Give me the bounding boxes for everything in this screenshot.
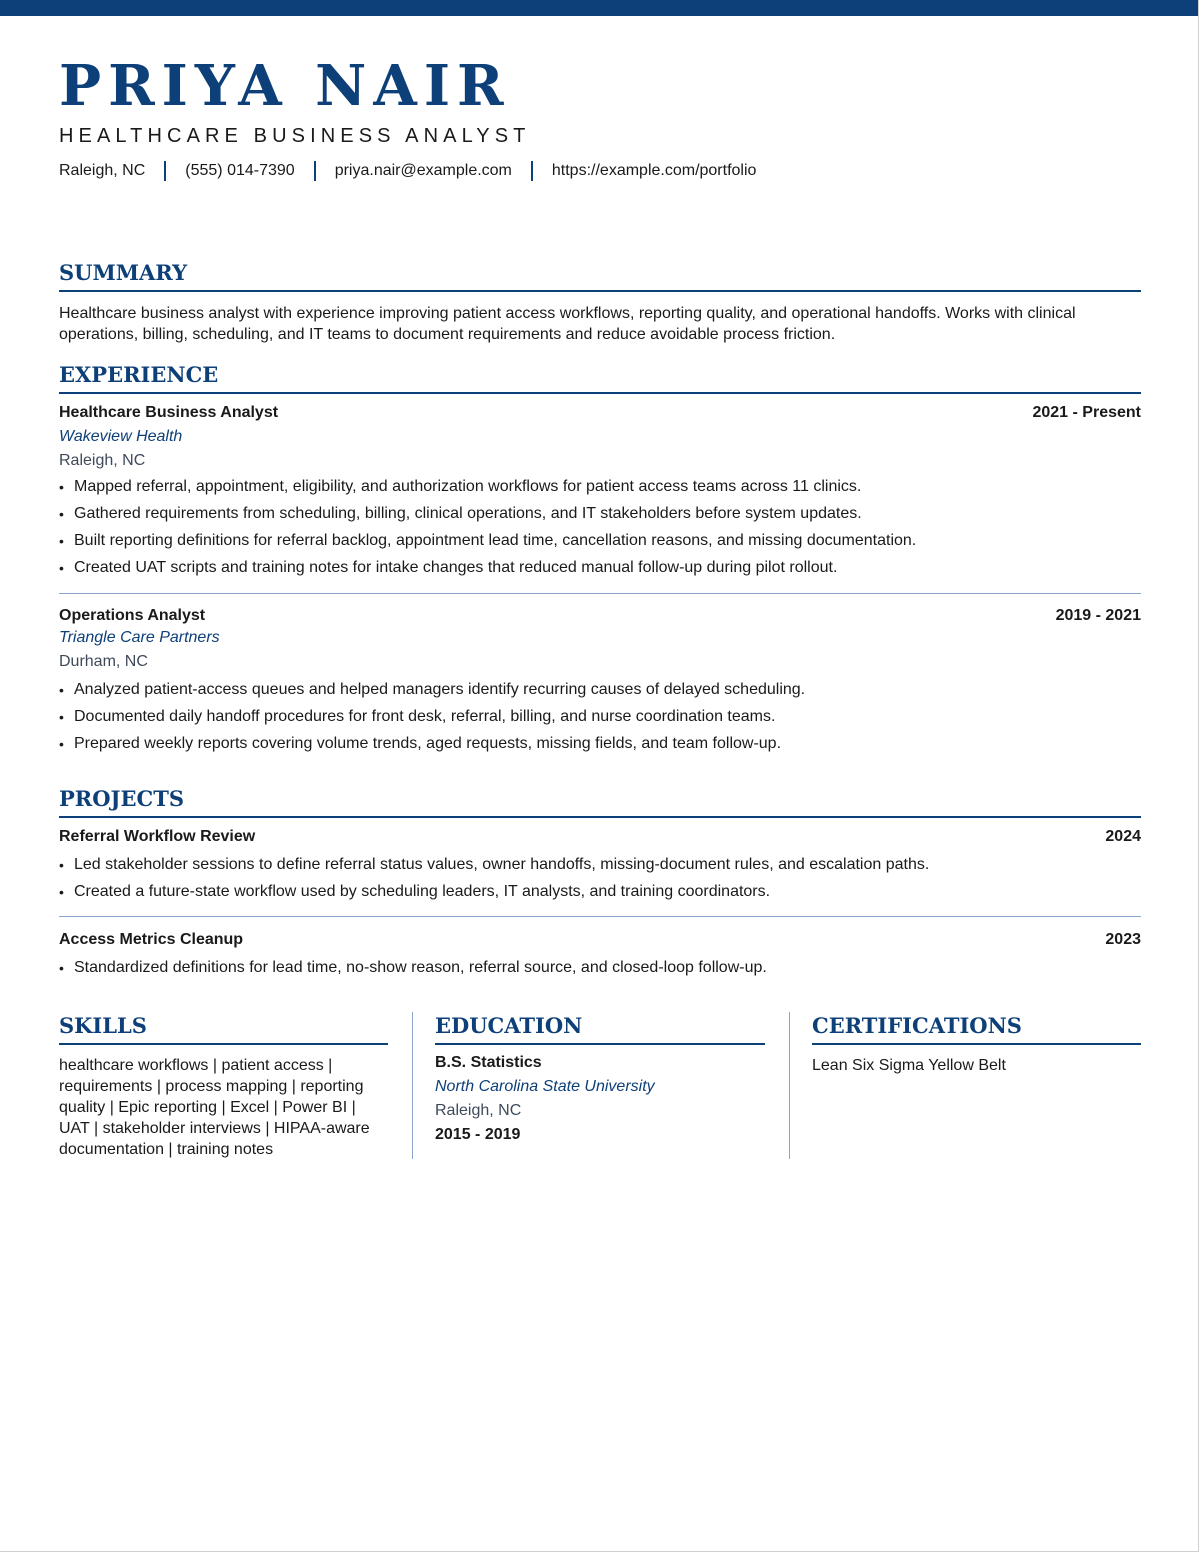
education-column bbox=[435, 1012, 765, 1147]
education-years: 2015 - 2019 bbox=[435, 1126, 521, 1143]
job-header bbox=[59, 402, 1141, 424]
education-school: North Carolina State University bbox=[435, 1078, 655, 1095]
summary-text: Healthcare business analyst with experience improving patient access workflows, reporting quality, and operational handoffs. Works with clinical operations, billing, scheduling, and IT teams to document requirements and reduce avoidable process friction. bbox=[59, 305, 1076, 343]
job-location: Durham, NC bbox=[59, 653, 148, 670]
contact-separator bbox=[314, 161, 316, 181]
column-divider bbox=[789, 1012, 790, 1159]
job-company: Wakeview Health bbox=[59, 428, 183, 445]
bullet-item: • Created a future-state workflow used by scheduling leaders, IT analysts, and training coordinators. bbox=[59, 881, 1141, 908]
bullet-item: • Standardized definitions for lead time, no-show reason, referral source, and closed-loop follow-up. bbox=[59, 957, 1141, 984]
skills-list: healthcare workflows | patient access | requirements | process mapping | reporting quality | Epic reporting | Excel | Power BI | UAT | stakeholder interviews | HIPAA-aware documentation | training notes bbox=[59, 1057, 370, 1158]
entry-divider bbox=[59, 593, 1141, 594]
project-header bbox=[59, 929, 1141, 951]
top-accent-bar bbox=[0, 0, 1198, 16]
entry-divider bbox=[59, 916, 1141, 917]
candidate-headline: HEALTHCARE BUSINESS ANALYST bbox=[59, 125, 531, 147]
contact-email[interactable]: priya.nair@example.com bbox=[334, 162, 512, 179]
project-bullets bbox=[59, 854, 1141, 908]
project-year: 2023 bbox=[1105, 931, 1141, 948]
job-company: Triangle Care Partners bbox=[59, 629, 220, 646]
bullet-item: • Documented daily handoff procedures for front desk, referral, billing, and nurse coordination teams. bbox=[59, 706, 1141, 733]
job-bullets bbox=[59, 476, 1141, 584]
education-location: Raleigh, NC bbox=[435, 1102, 522, 1119]
job-title: Operations Analyst bbox=[59, 607, 206, 624]
job-location: Raleigh, NC bbox=[59, 452, 146, 469]
skills-column bbox=[59, 1012, 388, 1160]
experience-heading: EXPERIENCE bbox=[59, 361, 1141, 394]
project-name: Referral Workflow Review bbox=[59, 828, 256, 845]
bullet-item: • Led stakeholder sessions to define referral status values, owner handoffs, missing-document rules, and escalation paths. bbox=[59, 854, 1141, 881]
certification-item: Lean Six Sigma Yellow Belt bbox=[812, 1057, 1006, 1074]
contact-line bbox=[59, 160, 756, 182]
certifications-column bbox=[812, 1012, 1141, 1077]
candidate-name: PRIYA NAIR bbox=[59, 53, 511, 119]
project-year: 2024 bbox=[1105, 828, 1141, 845]
projects-heading: PROJECTS bbox=[59, 785, 1141, 818]
job-header bbox=[59, 605, 1141, 627]
bullet-item: • Mapped referral, appointment, eligibility, and authorization workflows for patient access teams across 11 clinics. bbox=[59, 476, 1141, 503]
bullet-item: • Gathered requirements from scheduling, billing, clinical operations, and IT stakeholders before system updates. bbox=[59, 503, 1141, 530]
education-heading: EDUCATION bbox=[435, 1012, 765, 1045]
project-bullets bbox=[59, 957, 1141, 984]
project-name: Access Metrics Cleanup bbox=[59, 931, 244, 948]
contact-location: Raleigh, NC bbox=[59, 162, 146, 179]
bullet-item: • Prepared weekly reports covering volume trends, aged requests, missing fields, and team follow-up. bbox=[59, 733, 1141, 760]
contact-separator bbox=[164, 161, 166, 181]
job-bullets bbox=[59, 679, 1141, 760]
bullet-item: • Created UAT scripts and training notes for intake changes that reduced manual follow-up during pilot rollout. bbox=[59, 557, 1141, 584]
job-dates: 2019 - 2021 bbox=[1055, 607, 1141, 624]
education-degree: B.S. Statistics bbox=[435, 1054, 542, 1071]
contact-portfolio-link[interactable]: https://example.com/portfolio bbox=[551, 162, 757, 179]
skills-heading: SKILLS bbox=[59, 1012, 388, 1045]
bullet-item: • Built reporting definitions for referral backlog, appointment lead time, cancellation reasons, and missing documentation. bbox=[59, 530, 1141, 557]
certifications-heading: CERTIFICATIONS bbox=[812, 1012, 1141, 1045]
contact-separator bbox=[531, 161, 533, 181]
summary-heading: SUMMARY bbox=[59, 259, 1141, 292]
contact-phone: (555) 014-7390 bbox=[185, 162, 295, 179]
job-dates: 2021 - Present bbox=[1032, 404, 1141, 421]
column-divider bbox=[412, 1012, 413, 1159]
bullet-item: • Analyzed patient-access queues and helped managers identify recurring causes of delayed scheduling. bbox=[59, 679, 1141, 706]
project-header bbox=[59, 826, 1141, 848]
job-title: Healthcare Business Analyst bbox=[59, 404, 279, 421]
